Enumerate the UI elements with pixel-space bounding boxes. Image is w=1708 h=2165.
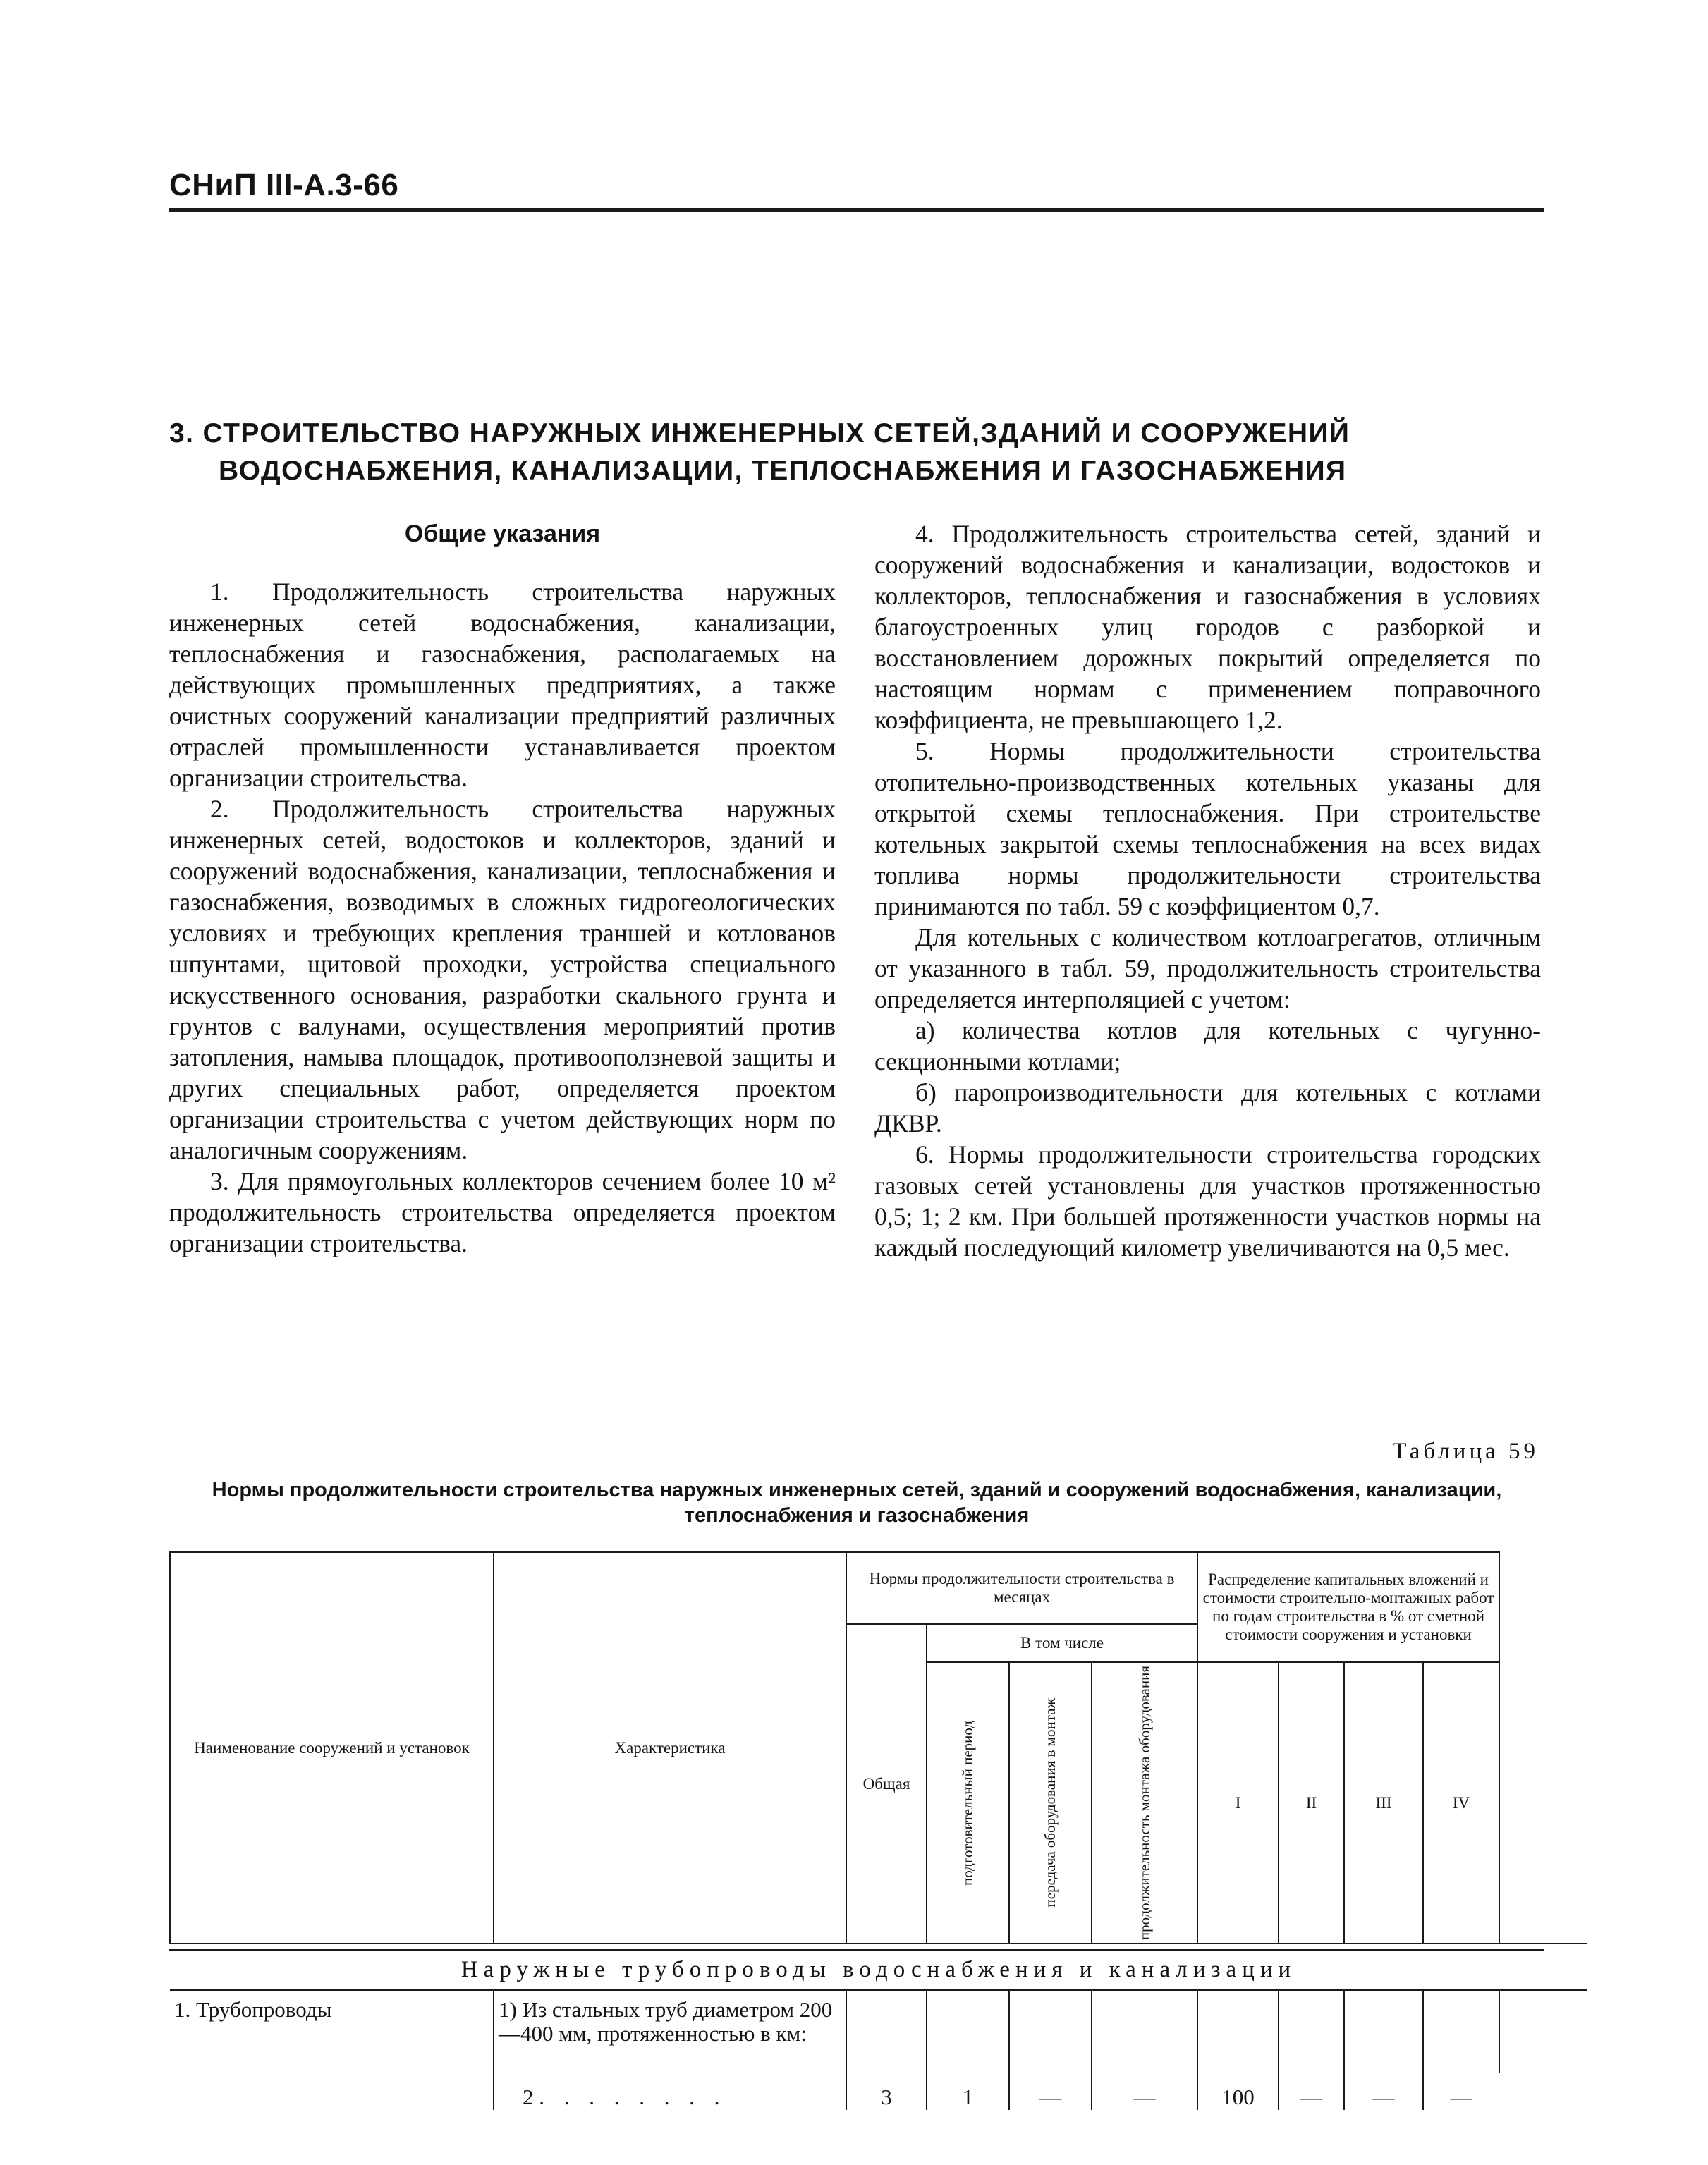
document-code: СНиП III-А.3-66 [169,168,399,202]
paragraph-2: 2. Продолжительность строительства наружных инженерных сетей, водостоков и коллекторов, зданий и сооружений водоснабжения, канализации, теплоснабжения и газоснабжения, возводимых в сложных гидрогеологических условиях и требующих крепления траншей и котлованов шпунтами, щитовой проходки, устройства специального искусственного основания, разработки скального грунта и грунтов с валунами, осуществления мероприятий против затопления, намыва площадок, противооползневой защиты и других специальных работ, определяется проектом организации строительства с учетом действующих норм по аналогичным сооружениям. [169,795,836,1164]
table-bottom-rule [169,1949,1544,1951]
paragraph-3: 3. Для прямоугольных коллекторов сечением более 10 м² продолжительность строительства определяется проектом организации строительства. [169,1167,836,1257]
header-year-2: II [1279,1662,1344,1944]
paragraph-6: 6. Нормы продолжительности строительства городских газовых сетей установлены для участков протяженностью 0,5; 1; 2 км. При большей протяженности участков нормы на каждый последующий километр увеличиваются на 0,5 мес. [874,1140,1541,1262]
header-transfer [1009,1662,1092,1944]
paragraph-5d: б) паропроизводительности для котельных с котлами ДКВР. [874,1078,1541,1138]
header-characteristic: Характеристика [494,1552,846,1944]
paragraph-5b: Для котельных с количеством котлоагрегатов, отличным от указанного в табл. 59, продолжительность строительства определяется интерполяцией с учетом: [874,923,1541,1013]
row-duration: — [1092,2073,1197,2110]
header-year-1: I [1197,1662,1279,1944]
header-year-3: III [1344,1662,1423,1944]
table-label: Таблица 59 [1392,1439,1539,1464]
general-heading: Общие указания [404,520,601,547]
header-prep [927,1662,1009,1944]
row-length: 2 [523,2085,534,2110]
row-year-3: — [1344,2073,1423,2110]
row-year-1: 100 [1197,2073,1279,2110]
row-length-cell [494,2073,846,2110]
norms-table [169,1551,1587,2110]
paragraph-4: 4. Продолжительность строительства сетей, зданий и сооружений водоснабжения и канализации, водостоков и коллекторов, теплоснабжения и газоснабжения в условиях благоустроенных улиц городов с разборкой и восстановлением дорожных покрытий определяется по настоящим нормам с применением поправочного коэффициента, не превышающего 1,2. [874,520,1541,734]
header-name: Наименование сооружений и установок [170,1552,494,1944]
header-duration-text: продолжительность монтажа оборудования [1135,1666,1153,1941]
paragraph-5c: а) количества котлов для котельных с чугунно-секционными котлами; [874,1016,1541,1075]
subsection-title: Наружные трубопроводы водоснабжения и канализации [170,1944,1587,1990]
row-dots: . . . . . . . . [539,2085,727,2110]
header-prep-text: подготовительный период [959,1720,976,1886]
section-title [169,415,1544,489]
table-title: Нормы продолжительности строительства наружных инженерных сетей, зданий и сооружений водоснабжения, канализации, теплоснабжения и газоснабжения [212,1479,1502,1527]
paragraph-1: 1. Продолжительность строительства наружных инженерных сетей водоснабжения, канализации, теплоснабжения и газоснабжения, располагаемых на действующих промышленных предприятиях, а также очистных сооружений канализации предприятий различных отраслей промышленности устанавливается проектом организации строительства. [169,578,836,792]
header-duration [1092,1662,1197,1944]
row-transfer: — [1009,2073,1092,2110]
row-characteristic: 1) Из стальных труб диаметром 200—400 мм, протяженностью в км: [494,1990,846,2073]
row-total: 3 [846,2073,927,2110]
row-prep: 1 [927,2073,1009,2110]
row-year-2: — [1279,2073,1344,2110]
left-column [169,518,836,1259]
header-distribution: Распределение капитальных вложений и стоимости строительно-монтажных работ по годам строительства в % от сметной стоимости сооружения и установки [1197,1552,1499,1662]
header-norms: Нормы продолжительности строительства в месяцах [846,1552,1197,1624]
right-column [874,518,1541,1263]
header-rule [169,208,1544,212]
paragraph-5: 5. Нормы продолжительности строительства отопительно-производственных котельных указаны для открытой схемы теплоснабжения. При строительстве котельных закрытой схемы теплоснабжения на всех видах топлива нормы продолжительности строительства принимаются по табл. 59 с коэффициентом 0,7. [874,737,1541,920]
header-including: В том числе [927,1624,1197,1662]
row-year-4: — [1423,2073,1499,2110]
header-total: Общая [846,1624,927,1944]
header-transfer-text: передача оборудования в монтаж [1042,1698,1059,1908]
header-year-4: IV [1423,1662,1499,1944]
section-title-line-2: ВОДОСНАБЖЕНИЯ, КАНАЛИЗАЦИИ, ТЕПЛОСНАБЖЕНИЯ И ГАЗОСНАБЖЕНИЯ [219,456,1347,486]
row-name: 1. Трубопроводы [170,1990,494,2110]
section-title-line-1: 3. СТРОИТЕЛЬСТВО НАРУЖНЫХ ИНЖЕНЕРНЫХ СЕТЕЙ,ЗДАНИЙ И СООРУЖЕНИЙ [169,418,1350,449]
